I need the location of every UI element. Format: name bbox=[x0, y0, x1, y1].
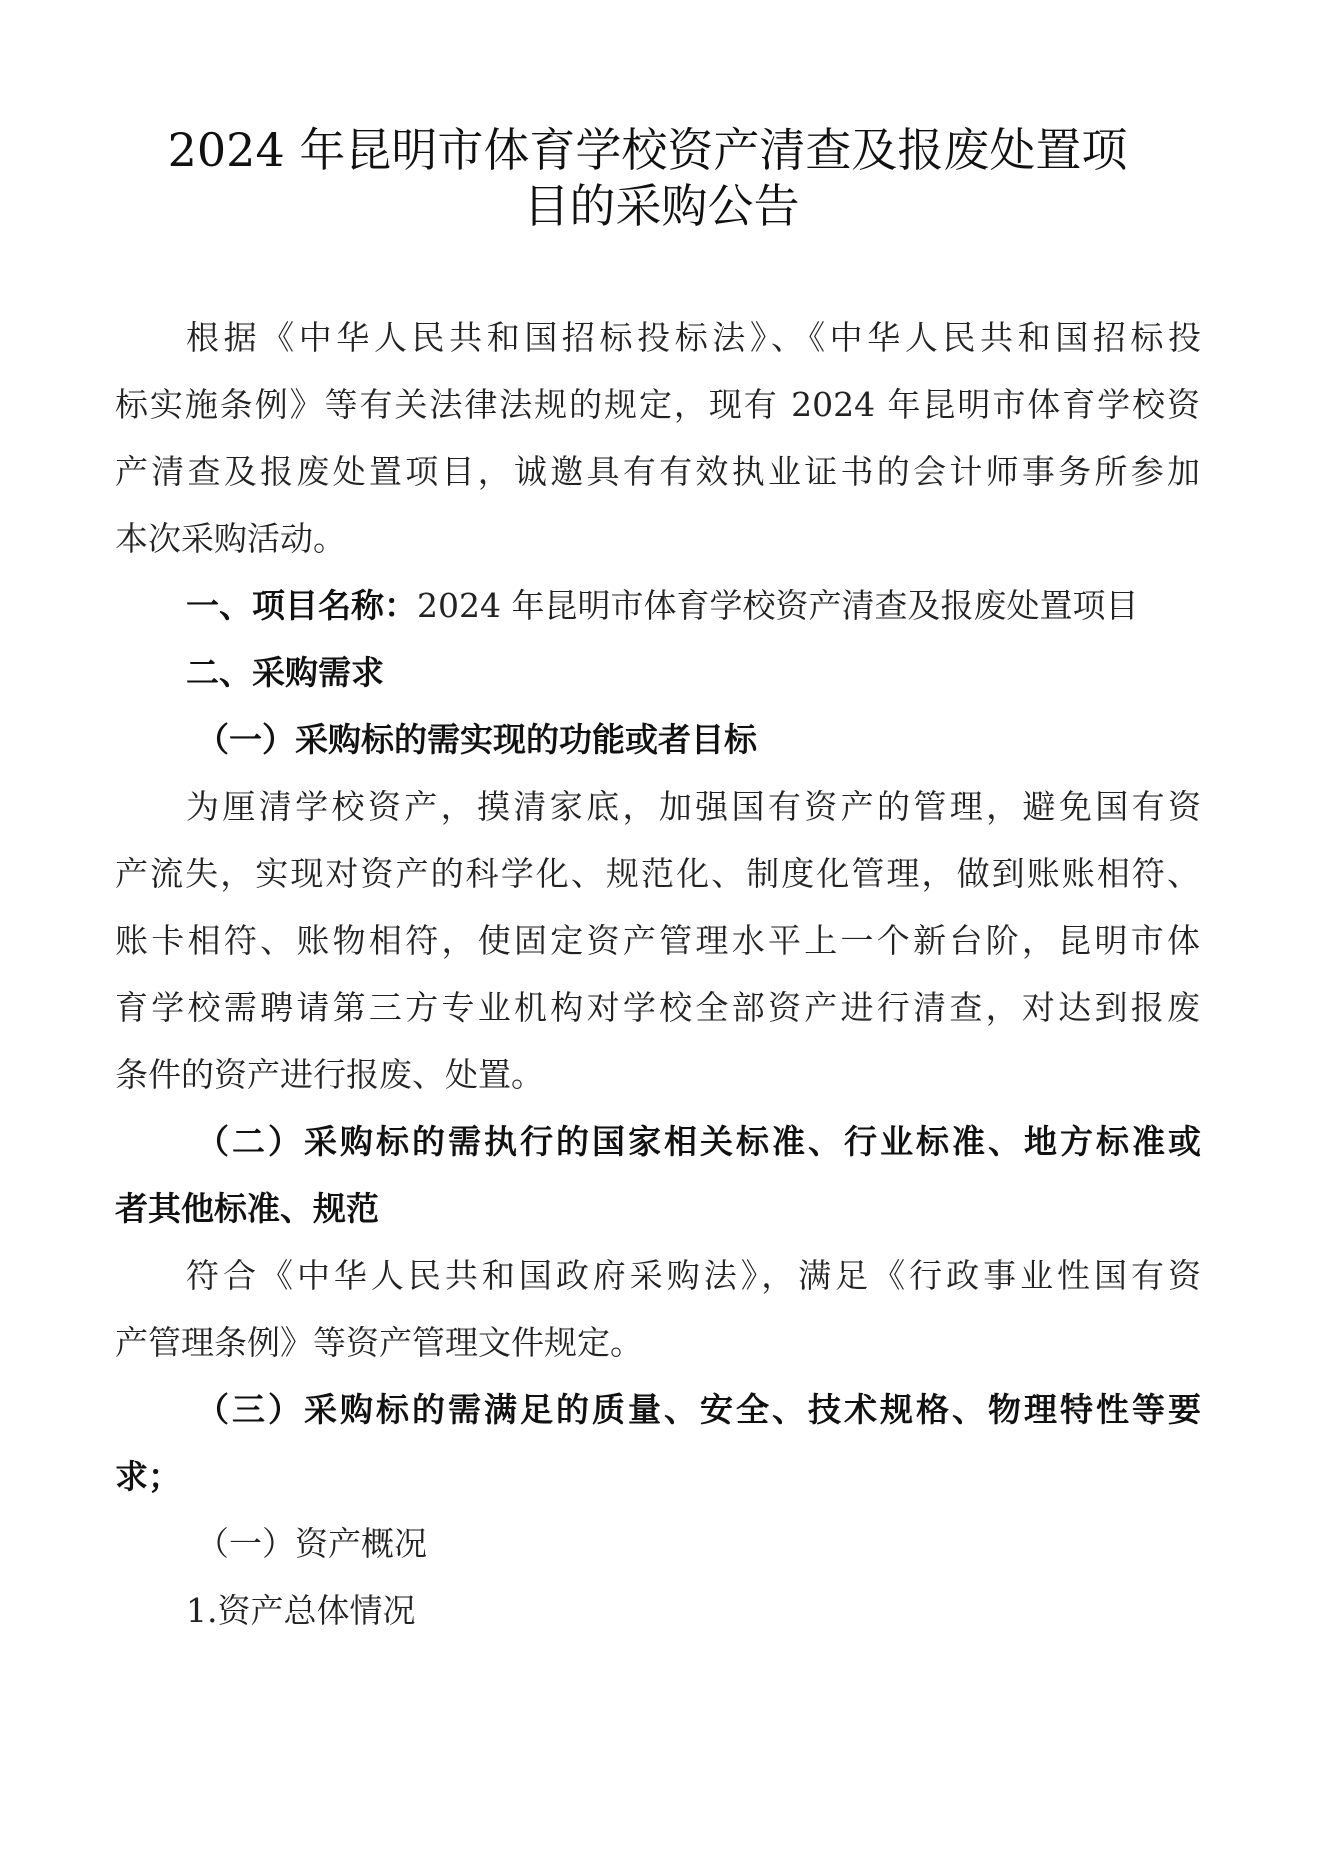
sub-heading-function-goal: （一）采购标的需实现的功能或者目标 bbox=[196, 720, 757, 759]
sub2-paragraph-line-1: 符合《中华人民共和国政府采购法》，满足《行政事业性国有资 bbox=[186, 1256, 1201, 1295]
asset-overall-status-heading: 1.资产总体情况 bbox=[186, 1591, 416, 1630]
document-title-line-1: 2024 年昆明市体育学校资产清查及报废处置项 bbox=[167, 123, 1128, 177]
sub-heading-standards-line-2: 者其他标准、规范 bbox=[115, 1189, 379, 1228]
document-title-line-2: 目的采购公告 bbox=[523, 179, 800, 233]
intro-paragraph-line-4: 本次采购活动。 bbox=[115, 519, 346, 558]
section-project-name bbox=[186, 586, 1201, 626]
sub1-paragraph-line-5: 条件的资产进行报废、处置。 bbox=[115, 1055, 544, 1094]
sub-heading-quality-line-1: （三）采购标的需满足的质量、安全、技术规格、物理特性等要 bbox=[196, 1390, 1201, 1429]
sub-heading-standards-line-1: （二）采购标的需执行的国家相关标准、行业标准、地方标准或 bbox=[196, 1122, 1201, 1161]
sub1-paragraph-line-2: 产流失，实现对资产的科学化、规范化、制度化管理，做到账账相符、 bbox=[115, 854, 1200, 893]
intro-paragraph-line-2: 标实施条例》等有关法律法规的规定，现有 2024 年昆明市体育学校资 bbox=[115, 385, 1200, 424]
sub2-paragraph-line-2: 产管理条例》等资产管理文件规定。 bbox=[115, 1323, 643, 1362]
section-procurement-requirements: 二、采购需求 bbox=[186, 653, 384, 692]
section-project-name-label: 一、项目名称： bbox=[186, 586, 417, 625]
sub1-paragraph-line-3: 账卡相符、账物相符，使固定资产管理水平上一个新台阶，昆明市体 bbox=[115, 921, 1200, 960]
asset-overview-heading: （一）资产概况 bbox=[196, 1524, 427, 1563]
section-project-name-value: 2024 年昆明市体育学校资产清查及报废处置项目 bbox=[417, 586, 1139, 625]
intro-paragraph-line-3: 产清查及报废处置项目，诚邀具有有效执业证书的会计师事务所参加 bbox=[115, 452, 1200, 491]
sub1-paragraph-line-4: 育学校需聘请第三方专业机构对学校全部资产进行清查，对达到报废 bbox=[115, 988, 1200, 1027]
intro-paragraph-line-1: 根据《中华人民共和国招标投标法》、《中华人民共和国招标投 bbox=[186, 318, 1201, 357]
sub-heading-quality-line-2: 求； bbox=[115, 1457, 181, 1496]
sub1-paragraph-line-1: 为厘清学校资产，摸清家底，加强国有资产的管理，避免国有资 bbox=[186, 787, 1201, 826]
